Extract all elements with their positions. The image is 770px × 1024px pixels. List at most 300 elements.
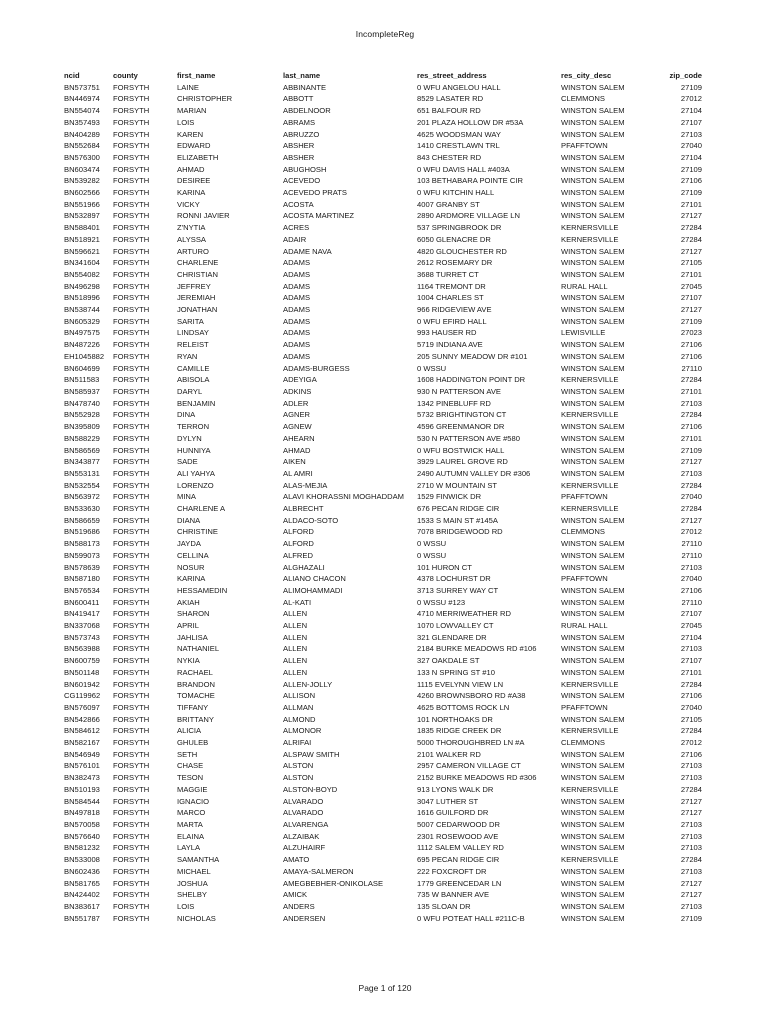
zip-code-cell: 27106 xyxy=(680,749,702,759)
street-address-cell: 4625 BOTTOMS ROCK LN xyxy=(417,702,510,712)
first-name-cell: RELEIST xyxy=(177,340,209,350)
first-name-cell: BENJAMIN xyxy=(177,398,216,408)
first-name-cell: Z'NYTIA xyxy=(177,223,206,233)
street-address-cell: 1112 SALEM VALLEY RD xyxy=(417,843,504,853)
county-cell: FORSYTH xyxy=(113,702,150,712)
county-cell: FORSYTH xyxy=(113,422,150,432)
table-row xyxy=(64,854,702,866)
city-cell: WINSTON SALEM xyxy=(561,539,625,549)
last-name-cell: ADAMS xyxy=(283,258,311,268)
street-address-cell: 205 SUNNY MEADOW DR #101 xyxy=(417,351,528,361)
city-cell: WINSTON SALEM xyxy=(561,644,625,654)
first-name-cell: JAHLISA xyxy=(177,632,208,642)
city-cell: WINSTON SALEM xyxy=(561,188,625,198)
zip-code-cell: 27109 xyxy=(680,913,702,923)
table-row xyxy=(64,889,702,901)
city-cell: WINSTON SALEM xyxy=(561,398,625,408)
last-name-cell: AMAYA-SALMERON xyxy=(283,866,354,876)
ncid-cell: BN533630 xyxy=(64,504,100,514)
city-cell: WINSTON SALEM xyxy=(561,164,625,174)
ncid-cell: BN553131 xyxy=(64,468,100,478)
table-row xyxy=(64,93,702,105)
city-cell: WINSTON SALEM xyxy=(561,714,625,724)
street-address-cell: 7078 BRIDGEWOOD RD xyxy=(417,527,503,537)
table-row xyxy=(64,433,702,445)
street-address-cell: 676 PECAN RIDGE CIR xyxy=(417,504,500,514)
ncid-cell: BN446974 xyxy=(64,94,100,104)
page-number: Page 1 of 120 xyxy=(358,983,412,993)
first-name-cell: HUNNIYA xyxy=(177,445,211,455)
ncid-cell: BN496298 xyxy=(64,281,100,291)
ncid-cell: BN518996 xyxy=(64,293,100,303)
ncid-cell: BN588401 xyxy=(64,223,100,233)
street-address-cell: 0 WFU POTEAT HALL #211C-B xyxy=(417,913,525,923)
county-cell: FORSYTH xyxy=(113,340,150,350)
last-name-cell: ALLEN xyxy=(283,632,308,642)
street-address-cell: 4260 BROWNSBORO RD #A38 xyxy=(417,691,526,701)
ncid-cell: BN404289 xyxy=(64,129,100,139)
city-cell: KERNERSVILLE xyxy=(561,223,619,233)
last-name-cell: ADEYIGA xyxy=(283,375,317,385)
street-address-cell: 3713 SURREY WAY CT xyxy=(417,585,499,595)
last-name-cell: AL AMRI xyxy=(283,468,313,478)
county-cell: FORSYTH xyxy=(113,293,150,303)
street-address-cell: 0 WSSU #123 xyxy=(417,597,466,607)
last-name-cell: ALVARENGA xyxy=(283,820,329,829)
ncid-cell: BN576101 xyxy=(64,761,100,771)
county-cell: FORSYTH xyxy=(113,328,150,338)
county-cell: FORSYTH xyxy=(113,773,150,783)
county-cell: FORSYTH xyxy=(113,188,150,198)
last-name-cell: ADLER xyxy=(283,398,309,408)
column-header-first-name: first_name xyxy=(177,71,216,80)
zip-code-cell: 27101 xyxy=(680,433,702,443)
column-header-county: county xyxy=(113,71,138,80)
last-name-cell: ALZUHAIRF xyxy=(283,843,326,853)
zip-code-cell: 27284 xyxy=(680,726,702,736)
zip-code-cell: 27023 xyxy=(680,328,702,338)
zip-code-cell: 27103 xyxy=(680,831,702,841)
county-cell: FORSYTH xyxy=(113,504,150,514)
street-address-cell: 2957 CAMERON VILLAGE CT xyxy=(417,761,521,771)
table-row xyxy=(64,643,702,655)
first-name-cell: RYAN xyxy=(177,351,198,361)
last-name-cell: ALMOND xyxy=(283,714,316,724)
county-cell: FORSYTH xyxy=(113,515,150,525)
county-cell: FORSYTH xyxy=(113,457,150,467)
street-address-cell: 2890 ARDMORE VILLAGE LN xyxy=(417,211,520,221)
table-row xyxy=(64,667,702,679)
county-cell: FORSYTH xyxy=(113,820,150,829)
county-cell: FORSYTH xyxy=(113,796,150,806)
city-cell: WINSTON SALEM xyxy=(561,890,625,900)
county-cell: FORSYTH xyxy=(113,831,150,841)
county-cell: FORSYTH xyxy=(113,913,150,923)
street-address-cell: 4007 GRANBY ST xyxy=(417,199,480,209)
first-name-cell: JEREMIAH xyxy=(177,293,216,303)
county-cell: FORSYTH xyxy=(113,316,150,326)
county-cell: FORSYTH xyxy=(113,679,150,689)
table-row xyxy=(64,339,702,351)
city-cell: KERNERSVILLE xyxy=(561,410,619,420)
last-name-cell: ALLMAN xyxy=(283,702,314,712)
first-name-cell: CHRISTIAN xyxy=(177,269,218,279)
county-cell: FORSYTH xyxy=(113,106,150,116)
first-name-cell: MARCO xyxy=(177,808,206,818)
ncid-cell: BN588229 xyxy=(64,433,100,443)
ncid-cell: BN573751 xyxy=(64,82,100,92)
zip-code-cell: 27284 xyxy=(680,223,702,233)
city-cell: WINSTON SALEM xyxy=(561,761,625,771)
city-cell: WINSTON SALEM xyxy=(561,258,625,268)
street-address-cell: 966 RIDGEVIEW AVE xyxy=(417,305,492,315)
county-cell: FORSYTH xyxy=(113,656,150,666)
ncid-cell: BN602566 xyxy=(64,188,100,198)
county-cell: FORSYTH xyxy=(113,667,150,677)
city-cell: WINSTON SALEM xyxy=(561,831,625,841)
table-row xyxy=(64,409,702,421)
last-name-cell: ALFORD xyxy=(283,539,314,549)
street-address-cell: 2710 W MOUNTAIN ST xyxy=(417,480,498,490)
street-address-cell: 2612 ROSEMARY DR xyxy=(417,258,493,268)
zip-code-cell: 27103 xyxy=(680,820,702,829)
table-row xyxy=(64,327,702,339)
ncid-cell: BN424402 xyxy=(64,890,100,900)
county-cell: FORSYTH xyxy=(113,468,150,478)
table-row xyxy=(64,246,702,258)
zip-code-cell: 27106 xyxy=(680,422,702,432)
table-row xyxy=(64,234,702,246)
first-name-cell: DARYL xyxy=(177,386,203,396)
county-cell: FORSYTH xyxy=(113,211,150,221)
county-cell: FORSYTH xyxy=(113,562,150,572)
county-cell: FORSYTH xyxy=(113,890,150,900)
table-row xyxy=(64,304,702,316)
zip-code-cell: 27106 xyxy=(680,585,702,595)
last-name-cell: ABSHER xyxy=(283,141,315,151)
county-cell: FORSYTH xyxy=(113,363,150,373)
street-address-cell: 321 GLENDARE DR xyxy=(417,632,487,642)
zip-code-cell: 27109 xyxy=(680,82,702,92)
column-header-zip-code: zip_code xyxy=(669,71,702,80)
first-name-cell: MAGGIE xyxy=(177,784,208,794)
street-address-cell: 5719 INDIANA AVE xyxy=(417,340,483,350)
first-name-cell: JAYDA xyxy=(177,539,201,549)
zip-code-cell: 27127 xyxy=(680,246,702,256)
first-name-cell: ELAINA xyxy=(177,831,205,841)
first-name-cell: KARINA xyxy=(177,574,206,584)
zip-code-cell: 27284 xyxy=(680,504,702,514)
zip-code-cell: 27106 xyxy=(680,176,702,186)
first-name-cell: ELIZABETH xyxy=(177,152,219,162)
last-name-cell: ANDERSEN xyxy=(283,913,326,923)
zip-code-cell: 27101 xyxy=(680,199,702,209)
street-address-cell: 0 WFU DAVIS HALL #403A xyxy=(417,164,510,174)
street-address-cell: 0 WFU KITCHIN HALL xyxy=(417,188,495,198)
ncid-cell: BN596621 xyxy=(64,246,100,256)
street-address-cell: 1410 CRESTLAWN TRL xyxy=(417,141,500,151)
table-row xyxy=(64,690,702,702)
city-cell: PFAFFTOWN xyxy=(561,574,608,584)
county-cell: FORSYTH xyxy=(113,492,150,502)
table-row xyxy=(64,831,702,843)
city-cell: WINSTON SALEM xyxy=(561,106,625,116)
zip-code-cell: 27103 xyxy=(680,398,702,408)
city-cell: WINSTON SALEM xyxy=(561,316,625,326)
county-cell: FORSYTH xyxy=(113,433,150,443)
document-title: IncompleteReg xyxy=(355,29,415,39)
street-address-cell: 4625 WOODSMAN WAY xyxy=(417,129,501,139)
first-name-cell: AKIAH xyxy=(177,597,200,607)
header-row xyxy=(64,70,702,82)
street-address-cell: 1608 HADDINGTON POINT DR xyxy=(417,375,526,385)
table-row xyxy=(64,187,702,199)
table-row xyxy=(64,796,702,808)
zip-code-cell: 27101 xyxy=(680,667,702,677)
last-name-cell: ACEVEDO PRATS xyxy=(283,188,347,198)
street-address-cell: 4820 GLOUCHESTER RD xyxy=(417,246,507,256)
last-name-cell: ADAMS xyxy=(283,316,311,326)
street-address-cell: 3047 LUTHER ST xyxy=(417,796,479,806)
zip-code-cell: 27103 xyxy=(680,644,702,654)
county-cell: FORSYTH xyxy=(113,843,150,853)
table-row xyxy=(64,175,702,187)
table-row xyxy=(64,491,702,503)
table-row xyxy=(64,164,702,176)
table-row xyxy=(64,456,702,468)
last-name-cell: ADKINS xyxy=(283,386,312,396)
county-cell: FORSYTH xyxy=(113,176,150,186)
last-name-cell: ALBRECHT xyxy=(283,504,324,514)
street-address-cell: 1004 CHARLES ST xyxy=(417,293,484,303)
county-cell: FORSYTH xyxy=(113,597,150,607)
ncid-cell: BN588173 xyxy=(64,539,100,549)
county-cell: FORSYTH xyxy=(113,539,150,549)
zip-code-cell: 27101 xyxy=(680,386,702,396)
city-cell: WINSTON SALEM xyxy=(561,129,625,139)
city-cell: WINSTON SALEM xyxy=(561,667,625,677)
ncid-cell: BN601942 xyxy=(64,679,100,689)
first-name-cell: ALICIA xyxy=(177,726,202,736)
street-address-cell: 135 SLOAN DR xyxy=(417,901,471,911)
county-cell: FORSYTH xyxy=(113,866,150,876)
ncid-cell: BN382473 xyxy=(64,773,100,783)
table-row xyxy=(64,819,702,831)
street-address-cell: 222 FOXCROFT DR xyxy=(417,866,487,876)
county-cell: FORSYTH xyxy=(113,199,150,209)
first-name-cell: VICKY xyxy=(177,199,200,209)
street-address-cell: 537 SPRINGBROOK DR xyxy=(417,223,502,233)
zip-code-cell: 27104 xyxy=(680,152,702,162)
county-cell: FORSYTH xyxy=(113,281,150,291)
city-cell: WINSTON SALEM xyxy=(561,550,625,560)
last-name-cell: ADAMS xyxy=(283,328,311,338)
city-cell: WINSTON SALEM xyxy=(561,293,625,303)
table-row xyxy=(64,866,702,878)
street-address-cell: 0 WFU ANGELOU HALL xyxy=(417,82,501,92)
zip-code-cell: 27103 xyxy=(680,761,702,771)
ncid-cell: BN576097 xyxy=(64,702,100,712)
ncid-cell: BN600759 xyxy=(64,656,100,666)
table-row xyxy=(64,901,702,913)
first-name-cell: LAYLA xyxy=(177,843,201,853)
street-address-cell: 2101 WALKER RD xyxy=(417,749,481,759)
table-row xyxy=(64,620,702,632)
ncid-cell: CG119962 xyxy=(64,691,101,701)
zip-code-cell: 27284 xyxy=(680,784,702,794)
last-name-cell: AMATO xyxy=(283,855,310,865)
table-body xyxy=(64,82,702,925)
last-name-cell: AMEGBEBHER-ONIKOLASE xyxy=(283,878,384,888)
last-name-cell: ALLEN xyxy=(283,667,308,677)
last-name-cell: ALRIFAI xyxy=(283,738,312,748)
table-row xyxy=(64,480,702,492)
first-name-cell: SHELBY xyxy=(177,890,207,900)
county-cell: FORSYTH xyxy=(113,621,150,631)
city-cell: WINSTON SALEM xyxy=(561,351,625,361)
last-name-cell: ACOSTA MARTINEZ xyxy=(283,211,355,221)
table-row xyxy=(64,772,702,784)
first-name-cell: DIANA xyxy=(177,515,201,525)
table-row xyxy=(64,445,702,457)
street-address-cell: 1779 GREENCEDAR LN xyxy=(417,878,502,888)
zip-code-cell: 27110 xyxy=(681,363,702,373)
county-cell: FORSYTH xyxy=(113,784,150,794)
last-name-cell: ANDERS xyxy=(283,901,315,911)
last-name-cell: AHMAD xyxy=(283,445,311,455)
zip-code-cell: 27284 xyxy=(680,855,702,865)
zip-code-cell: 27127 xyxy=(680,305,702,315)
first-name-cell: APRIL xyxy=(177,621,199,631)
zip-code-cell: 27107 xyxy=(680,293,702,303)
zip-code-cell: 27127 xyxy=(680,890,702,900)
city-cell: RURAL HALL xyxy=(561,281,608,291)
ncid-cell: BN487226 xyxy=(64,340,100,350)
zip-code-cell: 27103 xyxy=(680,468,702,478)
table-row xyxy=(64,316,702,328)
ncid-cell: BN533008 xyxy=(64,855,100,865)
county-cell: FORSYTH xyxy=(113,152,150,162)
county-cell: FORSYTH xyxy=(113,855,150,865)
ncid-cell: BN419417 xyxy=(64,609,100,619)
table-row xyxy=(64,913,702,925)
table-row xyxy=(64,585,702,597)
street-address-cell: 0 WSSU xyxy=(417,539,447,549)
table-row xyxy=(64,526,702,538)
street-address-cell: 0 WFU BOSTWICK HALL xyxy=(417,445,505,455)
ncid-cell: BN357493 xyxy=(64,117,100,127)
zip-code-cell: 27106 xyxy=(680,351,702,361)
zip-code-cell: 27127 xyxy=(680,211,702,221)
table-row xyxy=(64,210,702,222)
first-name-cell: HESSAMEDIN xyxy=(177,585,228,595)
county-cell: FORSYTH xyxy=(113,714,150,724)
table-row xyxy=(64,421,702,433)
ncid-cell: BN546949 xyxy=(64,749,100,759)
ncid-cell: BN551787 xyxy=(64,913,100,923)
first-name-cell: JEFFREY xyxy=(177,281,211,291)
ncid-cell: EH1045882 xyxy=(64,351,105,361)
city-cell: WINSTON SALEM xyxy=(561,269,625,279)
city-cell: WINSTON SALEM xyxy=(561,562,625,572)
table-row xyxy=(64,714,702,726)
last-name-cell: ALSPAW SMITH xyxy=(283,749,340,759)
last-name-cell: ALFORD xyxy=(283,527,314,537)
ncid-cell: BN383617 xyxy=(64,901,100,911)
zip-code-cell: 27127 xyxy=(680,878,702,888)
table-row xyxy=(64,199,702,211)
ncid-cell: BN600411 xyxy=(64,597,100,607)
street-address-cell: 133 N SPRING ST #10 xyxy=(417,667,495,677)
first-name-cell: SHARON xyxy=(177,609,210,619)
last-name-cell: ALVARADO xyxy=(283,796,324,806)
county-cell: FORSYTH xyxy=(113,632,150,642)
ncid-cell: BN341604 xyxy=(64,258,100,268)
city-cell: WINSTON SALEM xyxy=(561,457,625,467)
street-address-cell: 530 N PATTERSON AVE #580 xyxy=(417,433,520,443)
ncid-cell: BN599073 xyxy=(64,550,100,560)
city-cell: WINSTON SALEM xyxy=(561,597,625,607)
ncid-cell: BN576640 xyxy=(64,831,100,841)
city-cell: WINSTON SALEM xyxy=(561,808,625,818)
zip-code-cell: 27012 xyxy=(680,527,702,537)
street-address-cell: 103 BETHABARA POINTE CIR xyxy=(417,176,523,186)
table-row xyxy=(64,386,702,398)
table-row xyxy=(64,351,702,363)
zip-code-cell: 27284 xyxy=(680,375,702,385)
ncid-cell: BN551966 xyxy=(64,199,100,209)
zip-code-cell: 27106 xyxy=(680,691,702,701)
first-name-cell: DYLYN xyxy=(177,433,202,443)
table-row xyxy=(64,503,702,515)
zip-code-cell: 27101 xyxy=(680,269,702,279)
table-row xyxy=(64,374,702,386)
first-name-cell: CHASE xyxy=(177,761,204,771)
city-cell: WINSTON SALEM xyxy=(561,820,625,829)
street-address-cell: 2184 BURKE MEADOWS RD #106 xyxy=(417,644,537,654)
table-row xyxy=(64,725,702,737)
zip-code-cell: 27109 xyxy=(680,445,702,455)
ncid-cell: BN337068 xyxy=(64,621,100,631)
first-name-cell: DESIREE xyxy=(177,176,211,186)
ncid-cell: BN584544 xyxy=(64,796,100,806)
last-name-cell: ACEVEDO xyxy=(283,176,321,186)
ncid-cell: BN518921 xyxy=(64,234,100,244)
last-name-cell: ADAME NAVA xyxy=(283,246,332,256)
ncid-cell: BN586659 xyxy=(64,515,100,525)
last-name-cell: ABRAMS xyxy=(283,117,316,127)
zip-code-cell: 27040 xyxy=(680,141,702,151)
county-cell: FORSYTH xyxy=(113,246,150,256)
table-row xyxy=(64,550,702,562)
first-name-cell: LINDSAY xyxy=(177,328,209,338)
table-row xyxy=(64,117,702,129)
ncid-cell: BN584612 xyxy=(64,726,100,736)
table-row xyxy=(64,292,702,304)
city-cell: WINSTON SALEM xyxy=(561,386,625,396)
ncid-cell: BN501148 xyxy=(64,667,100,677)
county-cell: FORSYTH xyxy=(113,305,150,315)
table-row xyxy=(64,702,702,714)
street-address-cell: 1616 GUILFORD DR xyxy=(417,808,489,818)
last-name-cell: ALIMOHAMMADI xyxy=(283,585,343,595)
column-header-last-name: last_name xyxy=(283,71,321,80)
city-cell: KERNERSVILLE xyxy=(561,480,619,490)
city-cell: RURAL HALL xyxy=(561,621,608,631)
first-name-cell: CHARLENE A xyxy=(177,504,226,514)
street-address-cell: 735 W BANNER AVE xyxy=(417,890,490,900)
table-row xyxy=(64,468,702,480)
